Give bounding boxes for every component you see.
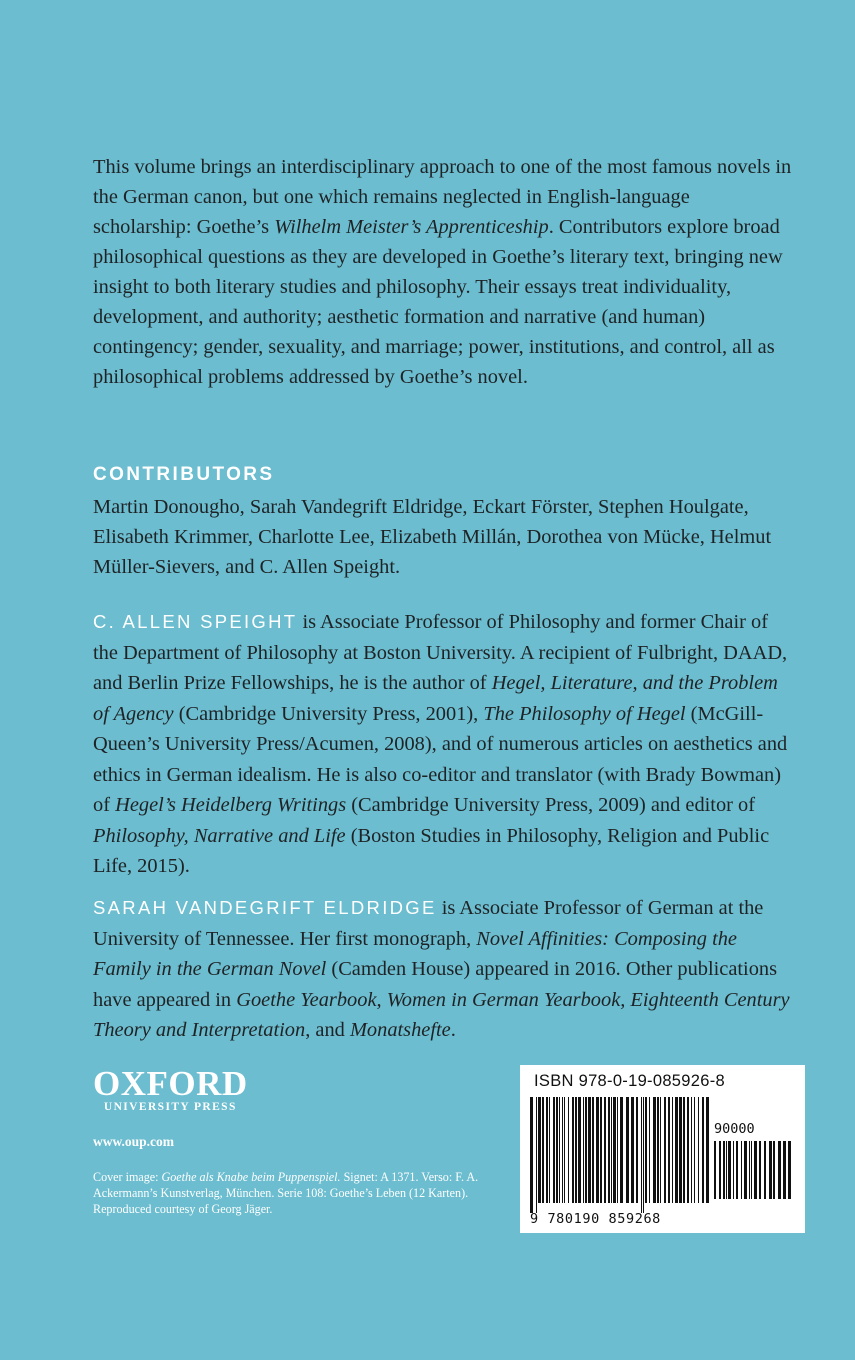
- barcode-bar: [759, 1141, 761, 1199]
- barcode-bar: [620, 1097, 623, 1203]
- book-description: [93, 152, 793, 392]
- barcode-bar: [672, 1097, 673, 1203]
- barcode-icon: [530, 1097, 710, 1213]
- barcode-bar: [585, 1097, 587, 1203]
- bio-speight-book-1: Hegel, Literature, and the Problem of Agency: [93, 672, 778, 725]
- publisher-website: www.oup.com: [93, 1134, 175, 1149]
- barcode-bar: [559, 1097, 560, 1203]
- barcode-bar: [578, 1097, 581, 1203]
- bio-speight: [93, 607, 793, 882]
- barcode-bar: [664, 1097, 666, 1203]
- blurb-text-1: This volume brings an interdisciplinary approach to one of the most famous novels in the German canon, but one which remains neglected in English-language scholarship: Goethe’s: [93, 156, 792, 238]
- credit-text-2: Signet: A 1371. Verso: F. A. Ackermann’s Kunstverlag, München. Serie 108: Goethe’s Leben (12 Karten). Reproduced courtesy of Georg Jäger.: [93, 1170, 479, 1216]
- bio-eldridge: [93, 893, 793, 1046]
- barcode-bar: [613, 1097, 616, 1203]
- barcode-bar: [668, 1097, 670, 1203]
- bio-speight-text-4: (Cambridge University Press, 2009) and editor of: [346, 794, 756, 816]
- barcode-bar: [636, 1097, 638, 1203]
- logo-wordmark: OXFORD: [93, 1064, 248, 1103]
- price-barcode-icon: [714, 1141, 794, 1209]
- barcode-bar: [687, 1097, 689, 1203]
- barcode-bar: [726, 1141, 727, 1199]
- barcode-bar: [549, 1097, 550, 1203]
- barcode-bar: [657, 1097, 659, 1203]
- bio-speight-text-5: (Boston Studies in Philosophy, Religion and Public Life, 2015).: [93, 824, 770, 877]
- price-code: 90000: [714, 1121, 755, 1137]
- barcode-digits: 9 780190 859268: [530, 1211, 661, 1227]
- barcode-bar: [691, 1097, 692, 1203]
- credit-image-title: Goethe als Knabe beim Puppenspiel.: [161, 1170, 341, 1184]
- barcode-bar: [769, 1141, 772, 1199]
- barcode-bar: [660, 1097, 661, 1203]
- bio-eldridge-book-1: Novel Affinities: Composing the Family in the German Novel: [93, 927, 737, 980]
- barcode-bar: [564, 1097, 565, 1203]
- barcode-bar: [706, 1097, 709, 1203]
- barcode-bar: [733, 1141, 734, 1199]
- barcode-bar: [698, 1097, 699, 1203]
- barcode-bar: [783, 1141, 786, 1199]
- barcode-bar: [702, 1097, 704, 1203]
- barcode-bar: [617, 1097, 618, 1203]
- barcode-bar: [653, 1097, 656, 1203]
- bio-speight-text-2: (Cambridge University Press, 2001),: [173, 702, 484, 725]
- bio-speight-book-3: Hegel’s Heidelberg Writings: [115, 794, 347, 816]
- barcode-bar: [562, 1097, 563, 1203]
- barcode-bar: [764, 1141, 766, 1199]
- barcode-bar: [626, 1097, 629, 1203]
- barcode-bar: [749, 1141, 750, 1199]
- barcode-bar: [719, 1141, 721, 1199]
- barcode-bar: [530, 1097, 533, 1213]
- logo-subtitle: UNIVERSITY PRESS: [103, 1101, 237, 1113]
- barcode-bar: [714, 1141, 716, 1199]
- barcode-bar: [568, 1097, 569, 1203]
- bio-eldridge-text-1: is Associate Professor of German at the University of Tennessee. Her first monograph,: [93, 897, 764, 950]
- credit-text-1: Cover image:: [93, 1170, 162, 1184]
- barcode-bar: [641, 1097, 642, 1213]
- barcode-bar: [575, 1097, 577, 1203]
- barcode-bar: [631, 1097, 634, 1203]
- barcode-bar: [608, 1097, 610, 1203]
- bio-speight-book-4: Philosophy, Narrative and Life: [93, 824, 346, 847]
- barcode-bar: [596, 1097, 599, 1203]
- barcode-bar: [788, 1141, 791, 1199]
- barcode-bar: [683, 1097, 685, 1203]
- barcode-bar: [736, 1141, 738, 1199]
- barcode-bar: [741, 1141, 742, 1199]
- barcode-bar: [754, 1141, 757, 1199]
- bio-speight-book-2: The Philosophy of Hegel: [483, 702, 686, 725]
- barcode-bar: [751, 1141, 752, 1199]
- cover-credit: [93, 1169, 513, 1217]
- barcode-bar: [536, 1097, 537, 1213]
- novel-title: Wilhelm Meister’s Apprenticeship: [274, 216, 549, 238]
- bio-speight-text-3: (McGill-Queen’s University Press/Acumen, 2008), and of numerous articles on aesthetics and ethics in German idealism. He is also co-editor and translator (with Brady Bowman) of: [93, 702, 788, 816]
- bio-speight-name: C. ALLEN SPEIGHT: [93, 611, 298, 632]
- barcode-bar: [773, 1141, 775, 1199]
- bio-eldridge-text-2: (Camden House) appeared in 2016. Other publications have appeared in: [93, 958, 778, 1011]
- barcode-bar: [553, 1097, 555, 1203]
- bio-speight-text-1: is Associate Professor of Philosophy and former Chair of the Department of Philosophy at Boston University. A recipient of Fulbright, DAAD, and Berlin Prize Fellowships, he is the author of: [93, 611, 788, 694]
- barcode-bar: [604, 1097, 606, 1203]
- barcode-bar: [643, 1097, 644, 1213]
- barcode-bar: [675, 1097, 678, 1203]
- barcode-bar: [538, 1097, 541, 1203]
- barcode-bar: [600, 1097, 602, 1203]
- contributors-heading: CONTRIBUTORS: [93, 464, 275, 485]
- barcode-panel: [520, 1065, 805, 1233]
- bio-eldridge-text-4: .: [450, 1019, 456, 1041]
- bio-eldridge-text-3: , and: [305, 1019, 350, 1041]
- bio-eldridge-name: SARAH VANDEGRIFT ELDRIDGE: [93, 897, 437, 918]
- barcode-bar: [649, 1097, 650, 1203]
- barcode-bar: [728, 1141, 731, 1199]
- blurb-text-2: . Contributors explore broad philosophical questions as they are developed in Goethe’s literary text, bringing new insight to both literary studies and philosophy. Their essays treat individuality, development, and authority; aesthetic formation and narrative (and human) contingency; gender, sexuality, and marriage; power, institutions, and control, all as philosophical problems addressed by Goethe’s novel.: [93, 216, 783, 388]
- barcode-bar: [592, 1097, 594, 1203]
- barcode-bar: [778, 1141, 781, 1199]
- barcode-bar: [611, 1097, 612, 1203]
- barcode-bar: [542, 1097, 544, 1203]
- bio-eldridge-journal-last: Monatshefte: [349, 1019, 451, 1041]
- oxford-logo: [93, 1064, 248, 1113]
- barcode-bar: [694, 1097, 695, 1203]
- barcode-bar: [679, 1097, 682, 1203]
- isbn-label: ISBN 978-0-19-085926-8: [534, 1072, 725, 1090]
- barcode-bar: [583, 1097, 584, 1203]
- bio-eldridge-journals: Goethe Yearbook, Women in German Yearbook, Eighteenth Century Theory and Interpretation: [93, 988, 790, 1041]
- barcode-bar: [556, 1097, 558, 1203]
- barcode-bar: [588, 1097, 591, 1203]
- contributors-list: Martin Donougho, Sarah Vandegrift Eldridge, Eckart Förster, Stephen Houlgate, Elisabeth Krimmer, Charlotte Lee, Elizabeth Millán, Dorothea von Mücke, Helmut Müller-Sievers, and C. Allen Speight.: [93, 496, 772, 578]
- barcode-bar: [572, 1097, 574, 1203]
- barcode-bar: [723, 1141, 725, 1199]
- barcode-bar: [645, 1097, 647, 1203]
- barcode-bar: [744, 1141, 747, 1199]
- barcode-bar: [546, 1097, 548, 1203]
